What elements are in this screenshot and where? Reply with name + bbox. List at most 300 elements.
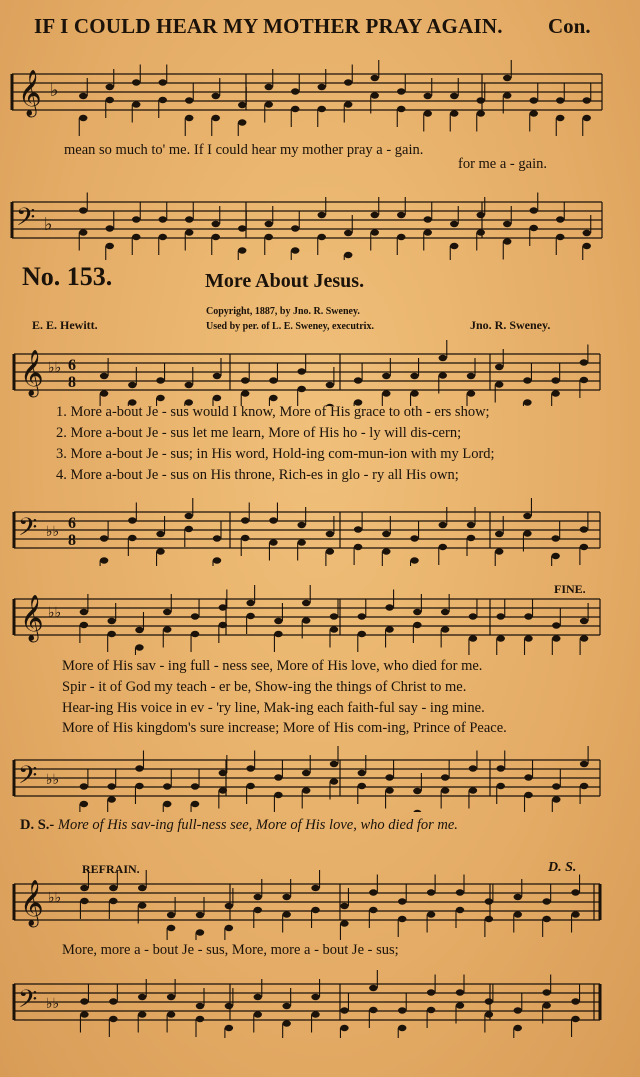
note-head <box>212 93 220 99</box>
note-head <box>163 783 171 789</box>
note-head <box>354 526 362 532</box>
note-head <box>156 531 164 537</box>
note-head <box>469 765 477 771</box>
note-head <box>485 1011 493 1017</box>
note-head <box>302 600 310 606</box>
note-head <box>238 119 246 125</box>
svg-text:𝄞: 𝄞 <box>20 350 44 396</box>
note-head <box>497 783 505 789</box>
note-head <box>191 801 199 807</box>
system1-bass-staff <box>0 496 640 566</box>
note-head <box>580 761 588 767</box>
note-head <box>580 635 588 641</box>
note-head <box>274 631 282 637</box>
hymn-number: No. 153. <box>22 262 113 291</box>
svg-text:6: 6 <box>68 357 76 374</box>
note-head <box>185 115 193 121</box>
note-head <box>241 390 249 396</box>
note-head <box>219 787 227 793</box>
note-head <box>107 796 115 802</box>
fine-marker: FINE. <box>554 582 586 596</box>
note-head <box>424 229 432 235</box>
note-head <box>441 626 449 632</box>
note-head <box>196 1016 204 1022</box>
note-head <box>495 381 503 387</box>
note-head <box>485 898 493 904</box>
note-head <box>318 84 326 90</box>
note-head <box>413 810 421 812</box>
note-head <box>450 110 458 116</box>
note-head <box>556 234 564 240</box>
svg-text:𝄞: 𝄞 <box>20 880 44 926</box>
note-head <box>291 247 299 253</box>
note-head <box>530 225 538 231</box>
note-head <box>524 613 532 619</box>
note-head <box>556 97 564 103</box>
note-head <box>580 618 588 624</box>
note-head <box>106 97 114 103</box>
note-head <box>344 79 352 85</box>
note-head <box>397 106 405 112</box>
note-head <box>456 907 464 913</box>
note-head <box>246 783 254 789</box>
svg-text:6: 6 <box>68 515 76 532</box>
note-head <box>385 604 393 610</box>
note-head <box>514 1007 522 1013</box>
note-head <box>297 368 305 374</box>
svg-text:8: 8 <box>68 532 76 549</box>
svg-text:𝄢: 𝄢 <box>18 513 38 548</box>
ds-text: More of His sav-ing full-ness see, More of His love, who died for me. <box>57 817 458 833</box>
verse4-line2: More of His kingdom's sure increase; More of His com-ing, Prince of Peace. <box>62 720 507 736</box>
note-head <box>109 898 117 904</box>
note-head <box>530 97 538 103</box>
note-head <box>100 535 108 541</box>
note-head <box>424 110 432 116</box>
note-head <box>225 1003 233 1009</box>
note-head <box>398 898 406 904</box>
note-head <box>382 390 390 396</box>
note-head <box>219 770 227 776</box>
note-head <box>551 390 559 396</box>
svg-text:♭: ♭ <box>44 214 53 235</box>
note-head <box>100 557 108 563</box>
note-head <box>106 243 114 249</box>
note-head <box>238 102 246 108</box>
note-head <box>427 989 435 995</box>
verse3-line2: Hear-ing His voice in ev - 'ry line, Mak-ing each faith-ful say - ing mine. <box>62 700 485 716</box>
words-author: E. E. Hewitt. <box>32 318 98 332</box>
note-head <box>269 539 277 545</box>
svg-text:𝄞: 𝄞 <box>20 595 44 641</box>
svg-text:𝄢: 𝄢 <box>18 761 38 796</box>
prev-treble-staff <box>0 56 640 136</box>
note-head <box>212 234 220 240</box>
note-head <box>238 247 246 253</box>
note-head <box>571 998 579 1004</box>
note-head <box>167 1011 175 1017</box>
svg-text:𝄢: 𝄢 <box>16 203 36 238</box>
note-head <box>282 894 290 900</box>
note-head <box>156 395 164 401</box>
note-head <box>265 234 273 240</box>
note-head <box>274 618 282 624</box>
note-head <box>159 234 167 240</box>
refrain-label: REFRAIN. <box>82 862 140 876</box>
note-head <box>269 377 277 383</box>
note-head <box>344 252 352 258</box>
note-head <box>456 1002 464 1008</box>
note-head <box>477 97 485 103</box>
note-head <box>269 517 277 523</box>
note-head <box>397 88 405 94</box>
note-head <box>269 395 277 401</box>
note-head <box>369 1007 377 1013</box>
verse1-line2: More of His sav - ing full - ness see, More of His love, who died for me. <box>62 658 483 674</box>
system2-bass-staff <box>0 742 640 812</box>
note-head <box>439 522 447 528</box>
note-head <box>371 229 379 235</box>
refrain-ds-marker: D. S. <box>548 860 577 875</box>
note-head <box>427 911 435 917</box>
note-head <box>80 898 88 904</box>
svg-text:♭♭: ♭♭ <box>48 360 62 376</box>
note-head <box>503 221 511 227</box>
note-head <box>358 613 366 619</box>
note-head <box>274 792 282 798</box>
note-head <box>530 110 538 116</box>
note-head <box>159 97 167 103</box>
note-head <box>330 761 338 767</box>
note-head <box>583 115 591 121</box>
note-head <box>439 544 447 550</box>
note-head <box>398 1007 406 1013</box>
note-head <box>225 1025 233 1031</box>
note-head <box>410 373 418 379</box>
note-head <box>80 801 88 807</box>
note-head <box>254 994 262 1000</box>
note-head <box>109 998 117 1004</box>
note-head <box>495 531 503 537</box>
permission-line: Used by per. of L. E. Sweney, executrix. <box>206 321 374 332</box>
note-head <box>467 390 475 396</box>
note-head <box>571 889 579 895</box>
note-head <box>213 535 221 541</box>
note-head <box>344 101 352 107</box>
note-head <box>135 783 143 789</box>
prev-lyric-line-1: mean so much to' me. If I could hear my mother pray a - gain. <box>64 142 424 158</box>
note-head <box>571 911 579 917</box>
note-head <box>467 373 475 379</box>
note-head <box>358 783 366 789</box>
note-head <box>291 225 299 231</box>
note-head <box>156 377 164 383</box>
note-head <box>580 544 588 550</box>
note-head <box>469 635 477 641</box>
note-head <box>514 911 522 917</box>
note-head <box>523 530 531 536</box>
note-head <box>219 604 227 610</box>
refrain-treble-staff <box>0 870 640 940</box>
note-head <box>107 631 115 637</box>
note-head <box>100 390 108 396</box>
note-head <box>297 386 305 392</box>
note-head <box>477 110 485 116</box>
note-head <box>330 613 338 619</box>
note-head <box>382 373 390 379</box>
note-head <box>542 1002 550 1008</box>
hymn-title: More About Jesus. <box>205 270 365 292</box>
note-head <box>135 765 143 771</box>
note-head <box>450 243 458 249</box>
note-head <box>282 1003 290 1009</box>
note-head <box>246 613 254 619</box>
note-head <box>297 539 305 545</box>
note-head <box>107 618 115 624</box>
verse1-line1: 1. More a-bout Je - sus would I know, More of His grace to oth - ers show; <box>56 404 490 420</box>
note-head <box>503 75 511 81</box>
note-head <box>106 84 114 90</box>
note-head <box>340 920 348 926</box>
svg-text:♭♭: ♭♭ <box>48 890 62 906</box>
note-head <box>302 787 310 793</box>
note-head <box>413 609 421 615</box>
note-head <box>354 377 362 383</box>
note-head <box>385 626 393 632</box>
note-head <box>109 1016 117 1022</box>
svg-text:♭♭: ♭♭ <box>46 772 60 788</box>
note-head <box>138 1011 146 1017</box>
note-head <box>80 609 88 615</box>
verse2-line1: 2. More a-bout Je - sus let me learn, More of His ho - ly will dis-cern; <box>56 425 462 441</box>
svg-text:♭♭: ♭♭ <box>48 605 62 621</box>
note-head <box>485 998 493 1004</box>
note-head <box>369 907 377 913</box>
note-head <box>385 774 393 780</box>
note-head <box>79 115 87 121</box>
note-head <box>107 783 115 789</box>
note-head <box>456 989 464 995</box>
note-head <box>318 106 326 112</box>
note-head <box>469 613 477 619</box>
note-head <box>225 925 233 931</box>
note-head <box>80 998 88 1004</box>
note-head <box>410 390 418 396</box>
note-head <box>413 622 421 628</box>
note-head <box>135 627 143 633</box>
note-head <box>132 101 140 107</box>
note-head <box>79 229 87 235</box>
note-head <box>580 783 588 789</box>
note-head <box>254 1011 262 1017</box>
note-head <box>167 925 175 931</box>
note-head <box>135 644 143 650</box>
note-head <box>450 221 458 227</box>
note-head <box>219 622 227 628</box>
note-head <box>344 230 352 236</box>
refrain-lyric: More, more a - bout Je - sus, More, more a - bout Je - sus; <box>62 942 399 958</box>
note-head <box>523 399 531 405</box>
note-head <box>382 548 390 554</box>
note-head <box>467 535 475 541</box>
note-head <box>191 631 199 637</box>
note-head <box>524 635 532 641</box>
svg-text:♭: ♭ <box>50 80 59 101</box>
note-head <box>167 994 175 1000</box>
note-head <box>302 770 310 776</box>
note-head <box>580 377 588 383</box>
verse3-line1: 3. More a-bout Je - sus; in His word, Hold-ing com-mun-ion with my Lord; <box>56 446 495 462</box>
note-head <box>330 778 338 784</box>
note-head <box>132 234 140 240</box>
note-head <box>156 548 164 554</box>
prev-lyric-line-2: for me a - gain. <box>458 156 547 172</box>
note-head <box>469 787 477 793</box>
note-head <box>196 912 204 918</box>
ds-label: D. S.- <box>20 817 55 833</box>
note-head <box>556 115 564 121</box>
note-head <box>485 916 493 922</box>
note-head <box>212 221 220 227</box>
note-head <box>138 994 146 1000</box>
note-head <box>371 75 379 81</box>
note-head <box>163 801 171 807</box>
note-head <box>185 229 193 235</box>
note-head <box>185 513 193 519</box>
note-head <box>524 792 532 798</box>
note-head <box>514 1025 522 1031</box>
note-head <box>542 916 550 922</box>
note-head <box>79 207 87 213</box>
note-head <box>514 894 522 900</box>
note-head <box>495 364 503 370</box>
note-head <box>551 535 559 541</box>
note-head <box>185 216 193 222</box>
note-head <box>282 1020 290 1026</box>
note-head <box>167 912 175 918</box>
note-head <box>439 355 447 361</box>
note-head <box>106 225 114 231</box>
note-head <box>583 97 591 103</box>
note-head <box>439 372 447 378</box>
note-head <box>291 88 299 94</box>
continued-label: Con. <box>548 14 591 38</box>
note-head <box>128 517 136 523</box>
note-head <box>398 1025 406 1031</box>
note-head <box>580 359 588 365</box>
note-head <box>358 770 366 776</box>
note-head <box>311 907 319 913</box>
note-head <box>397 212 405 218</box>
note-head <box>128 382 136 388</box>
svg-text:♭♭: ♭♭ <box>46 524 60 540</box>
note-head <box>80 783 88 789</box>
note-head <box>456 889 464 895</box>
note-head <box>450 93 458 99</box>
note-head <box>238 225 246 231</box>
note-head <box>318 212 326 218</box>
note-head <box>213 395 221 401</box>
note-head <box>467 522 475 528</box>
note-head <box>191 783 199 789</box>
note-head <box>410 557 418 563</box>
note-head <box>241 517 249 523</box>
note-head <box>213 557 221 563</box>
note-head <box>583 243 591 249</box>
note-head <box>109 885 117 891</box>
note-head <box>132 216 140 222</box>
note-head <box>326 382 334 388</box>
note-head <box>80 622 88 628</box>
note-head <box>424 216 432 222</box>
refrain-bass-staff <box>0 968 640 1038</box>
note-head <box>552 796 560 802</box>
note-head <box>326 548 334 554</box>
note-head <box>369 985 377 991</box>
note-head <box>497 765 505 771</box>
verse4-line1: 4. More a-bout Je - sus on His throne, Rich-es in glo - ry all His own; <box>56 467 459 483</box>
note-head <box>427 1007 435 1013</box>
system1-treble-staff <box>0 336 640 406</box>
note-head <box>213 373 221 379</box>
note-head <box>159 79 167 85</box>
note-head <box>185 526 193 532</box>
note-head <box>340 1025 348 1031</box>
note-head <box>100 373 108 379</box>
note-head <box>311 994 319 1000</box>
note-head <box>424 93 432 99</box>
note-head <box>340 903 348 909</box>
note-head <box>441 787 449 793</box>
copyright-line: Copyright, 1887, by Jno. R. Sweney. <box>206 306 360 317</box>
note-head <box>163 626 171 632</box>
note-head <box>503 238 511 244</box>
note-head <box>80 1011 88 1017</box>
note-head <box>311 1011 319 1017</box>
note-head <box>132 79 140 85</box>
note-head <box>241 377 249 383</box>
note-head <box>254 907 262 913</box>
note-head <box>497 613 505 619</box>
note-head <box>282 911 290 917</box>
note-head <box>397 234 405 240</box>
dal-segno-line <box>20 817 458 834</box>
note-head <box>265 101 273 107</box>
note-head <box>326 531 334 537</box>
note-head <box>427 889 435 895</box>
note-head <box>354 544 362 550</box>
note-head <box>552 622 560 628</box>
note-head <box>291 106 299 112</box>
svg-text:𝄞: 𝄞 <box>18 70 42 116</box>
note-head <box>302 617 310 623</box>
note-head <box>241 535 249 541</box>
note-head <box>382 531 390 537</box>
note-head <box>311 885 319 891</box>
note-head <box>246 765 254 771</box>
note-head <box>185 97 193 103</box>
running-title: IF I COULD HEAR MY MOTHER PRAY AGAIN. <box>34 14 503 38</box>
note-head <box>265 221 273 227</box>
note-head <box>371 212 379 218</box>
music-author: Jno. R. Sweney. <box>470 318 551 332</box>
note-head <box>225 903 233 909</box>
note-head <box>185 382 193 388</box>
svg-text:𝄢: 𝄢 <box>18 985 38 1020</box>
note-head <box>297 522 305 528</box>
note-head <box>495 548 503 554</box>
note-head <box>196 929 204 935</box>
